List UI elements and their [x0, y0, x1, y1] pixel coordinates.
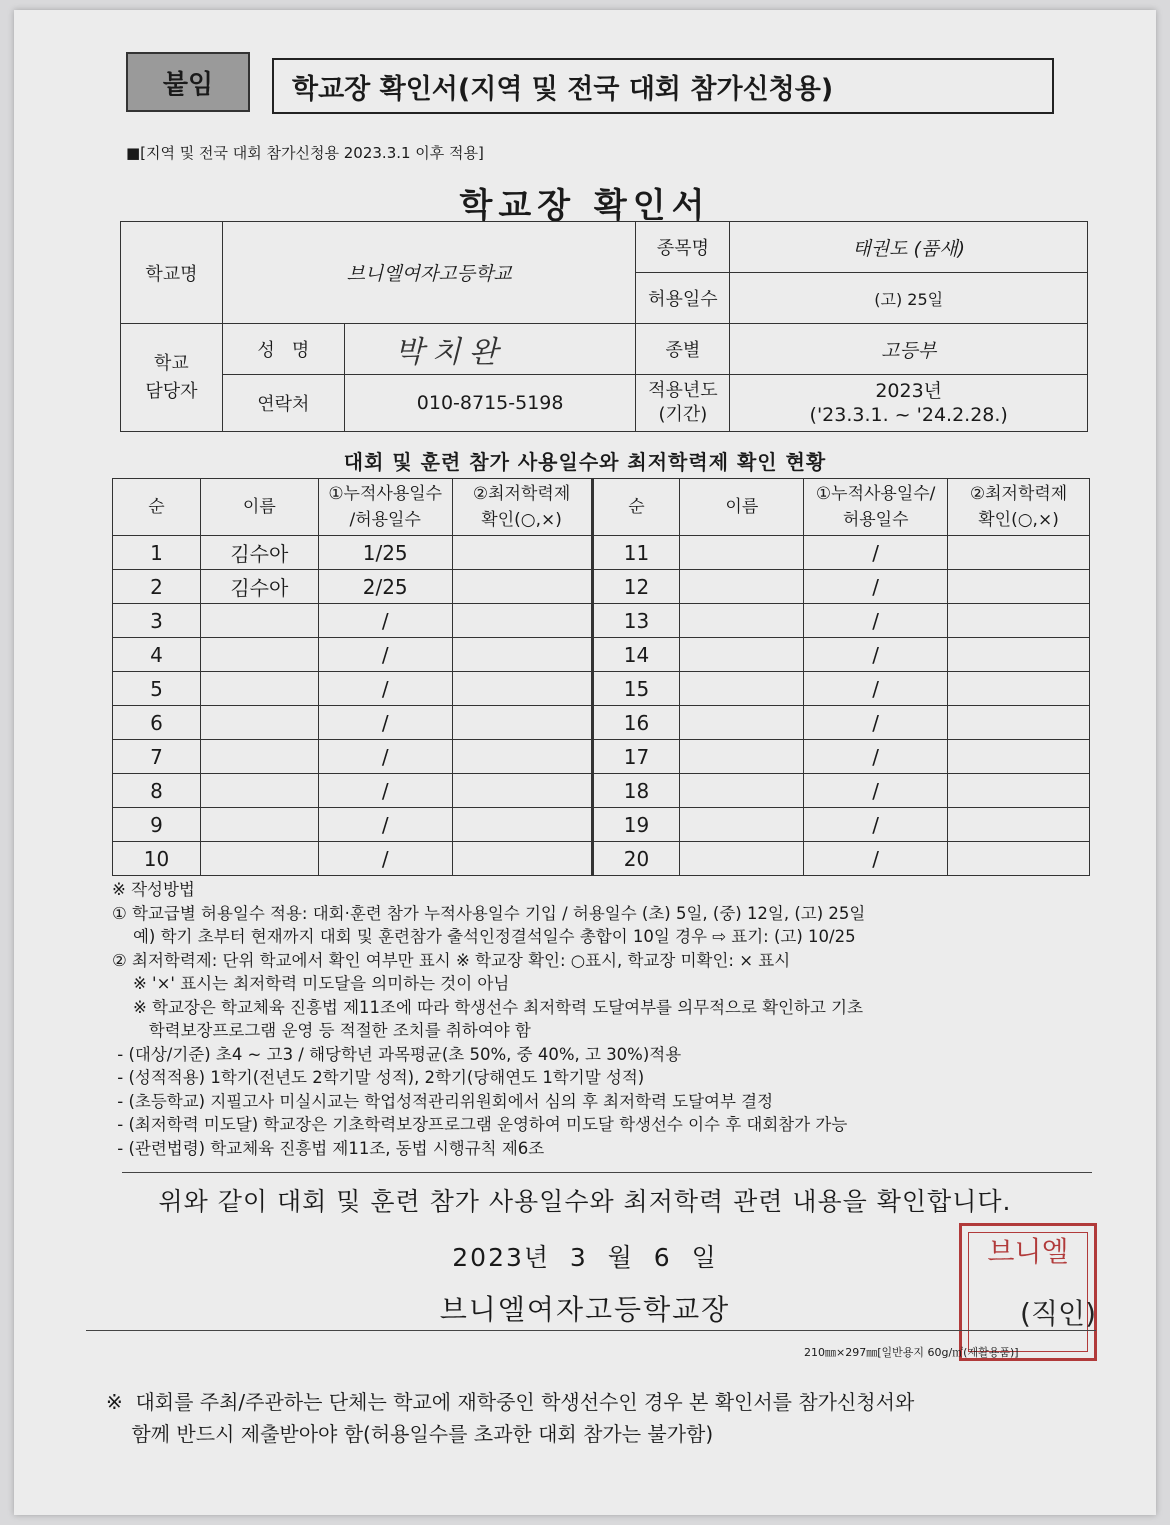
- header-name-right: 이름: [680, 479, 804, 536]
- method-line: - (성적적용) 1학기(전년도 2학기말 성적), 2학기(당해연도 1학기말 성적): [112, 1068, 645, 1087]
- cell-days: 2/25: [318, 570, 452, 604]
- table-row: [113, 808, 1090, 842]
- cell-check: [948, 672, 1090, 706]
- cell-no: 1: [113, 536, 201, 570]
- table-row: [113, 570, 1090, 604]
- school-name-value: 브니엘여자고등학교: [222, 222, 636, 324]
- method-line: ① 학교급별 허용일수 적용: 대회·훈련 참가 누적사용일수 기입 / 허용일수 (초) 5일, (중) 12일, (고) 25일: [112, 903, 866, 923]
- footer-line-1: ※ 대회를 주최/주관하는 단체는 학교에 재학중인 학생선수인 경우 본 확인서를 참가신청서와: [106, 1390, 915, 1414]
- table-row: [113, 536, 1090, 570]
- cell-no: 12: [592, 570, 680, 604]
- table-row: [113, 706, 1090, 740]
- cell-days: /: [318, 672, 452, 706]
- cell-no: 11: [592, 536, 680, 570]
- cell-check: [948, 638, 1090, 672]
- cell-name: [680, 706, 804, 740]
- cell-name: [200, 740, 318, 774]
- cell-no: 19: [592, 808, 680, 842]
- cell-check: [452, 842, 592, 876]
- handwritten-signature: 박치완: [394, 335, 506, 370]
- cell-days: /: [804, 842, 948, 876]
- year-value: 2023년: [875, 380, 943, 402]
- cell-check: [452, 604, 592, 638]
- cell-check: [452, 638, 592, 672]
- cell-name: [680, 774, 804, 808]
- cell-no: 16: [592, 706, 680, 740]
- event-value: 태권도 (품새): [730, 222, 1088, 273]
- cell-check: [452, 774, 592, 808]
- footer-line-2: 함께 반드시 제출받아야 함(허용일수를 초과한 대회 참가는 불가함): [106, 1422, 714, 1446]
- cell-days: /: [318, 740, 452, 774]
- cell-name: [200, 808, 318, 842]
- document-page: [14, 10, 1156, 1515]
- header-title-box: 학교장 확인서(지역 및 전국 대회 참가신청용): [272, 58, 1054, 114]
- cell-check: [452, 706, 592, 740]
- method-line: ※ 학교장은 학교체육 진흥법 제11조에 따라 학생선수 최저학력 도달여부를 의무적으로 확인하고 기초: [112, 997, 864, 1017]
- method-line: - (관련법령) 학교체육 진흥법 제11조, 동법 시행규칙 제6조: [112, 1138, 545, 1158]
- cell-check: [948, 774, 1090, 808]
- school-name-label: 학교명: [121, 222, 223, 324]
- document-title: 학교장 확인서: [459, 186, 711, 226]
- cell-days: /: [804, 638, 948, 672]
- cell-no: 6: [113, 706, 201, 740]
- cell-check: [452, 740, 592, 774]
- cell-no: 14: [592, 638, 680, 672]
- cell-no: 7: [113, 740, 201, 774]
- method-heading: ※ 작성방법: [112, 880, 195, 899]
- cell-name: 김수아: [200, 536, 318, 570]
- cell-name: 김수아: [200, 570, 318, 604]
- cell-check: [948, 808, 1090, 842]
- cell-days: /: [804, 536, 948, 570]
- usage-table: [112, 478, 1090, 876]
- cell-no: 13: [592, 604, 680, 638]
- cell-no: 3: [113, 604, 201, 638]
- cell-no: 20: [592, 842, 680, 876]
- cell-days: 1/25: [318, 536, 452, 570]
- cell-no: 10: [113, 842, 201, 876]
- event-label: 종목명: [636, 222, 730, 273]
- table-row: [113, 842, 1090, 876]
- cell-check: [452, 570, 592, 604]
- method-line: ② 최저학력제: 단위 학교에서 확인 여부만 표시 ※ 학교장 확인: ○표시, 학교장 미확인: × 표시: [112, 950, 791, 970]
- cell-name: [680, 740, 804, 774]
- period-value: ('23.3.1. ~ '24.2.28.): [809, 404, 1008, 426]
- writing-method: [112, 878, 1097, 1160]
- signature-cell: [344, 324, 636, 375]
- header-days-left: ①누적사용일수 /허용일수: [318, 479, 452, 536]
- header-no-left: 순: [113, 479, 201, 536]
- cell-name: [680, 570, 804, 604]
- cell-no: 8: [113, 774, 201, 808]
- cell-check: [452, 672, 592, 706]
- info-table: [120, 221, 1088, 432]
- usage-table-title: 대회 및 훈련 참가 사용일수와 최저학력제 확인 현황: [343, 450, 827, 474]
- usage-header-row: [113, 479, 1090, 536]
- cell-check: [948, 604, 1090, 638]
- divider-line: [86, 1330, 1096, 1331]
- contact-person-label: 학교 담당자: [121, 324, 223, 432]
- year-cell: [730, 375, 1088, 432]
- cell-name: [200, 706, 318, 740]
- cell-no: 2: [113, 570, 201, 604]
- seal-role-label: (직인): [1020, 1297, 1096, 1330]
- cell-days: /: [804, 570, 948, 604]
- header-name-left: 이름: [200, 479, 318, 536]
- cell-days: /: [804, 672, 948, 706]
- header-check-right: ②최저학력제 확인(○,×): [948, 479, 1090, 536]
- cell-check: [452, 808, 592, 842]
- cell-name: [200, 638, 318, 672]
- name-label: 성 명: [222, 324, 344, 375]
- method-line: 예) 학기 초부터 현재까지 대회 및 훈련참가 출석인정결석일수 총합이 10일 경우 ⇨ 표기: (고) 10/25: [112, 927, 856, 946]
- cell-days: /: [804, 706, 948, 740]
- cell-name: [200, 842, 318, 876]
- phone-label: 연락처: [222, 375, 344, 432]
- cell-days: /: [804, 774, 948, 808]
- confirmation-date: 2023년 3 월 6 일: [452, 1243, 718, 1272]
- cell-no: 9: [113, 808, 201, 842]
- cell-days: /: [318, 774, 452, 808]
- cell-no: 18: [592, 774, 680, 808]
- method-line: ※ '×' 표시는 최저학력 미도달을 의미하는 것이 아님: [112, 974, 510, 993]
- cell-days: /: [318, 706, 452, 740]
- cell-no: 4: [113, 638, 201, 672]
- table-row: [113, 638, 1090, 672]
- header-check-left: ②최저학력제 확인(○,×): [452, 479, 592, 536]
- cell-days: /: [318, 842, 452, 876]
- cell-no: 5: [113, 672, 201, 706]
- table-row: [113, 740, 1090, 774]
- allowed-days-label: 허용일수: [636, 273, 730, 324]
- cell-check: [948, 842, 1090, 876]
- cell-name: [200, 604, 318, 638]
- cell-no: 15: [592, 672, 680, 706]
- category-label: 종별: [636, 324, 730, 375]
- phone-value: 010-8715-5198: [344, 375, 636, 432]
- category-value: 고등부: [730, 324, 1088, 375]
- cell-name: [200, 774, 318, 808]
- cell-days: /: [318, 638, 452, 672]
- cell-check: [948, 740, 1090, 774]
- header-days-right: ①누적사용일수/ 허용일수: [804, 479, 948, 536]
- table-row: [113, 774, 1090, 808]
- footer-note: [106, 1386, 1106, 1450]
- cell-name: [680, 638, 804, 672]
- method-line: 학력보장프로그램 운영 등 적절한 조치를 취하여야 함: [112, 1021, 531, 1040]
- cell-days: /: [804, 604, 948, 638]
- header-no-right: 순: [592, 479, 680, 536]
- cell-name: [680, 604, 804, 638]
- cell-check: [948, 706, 1090, 740]
- cell-name: [680, 536, 804, 570]
- cell-check: [948, 570, 1090, 604]
- divider-line: [122, 1172, 1092, 1173]
- paper-spec: 210㎜×297㎜[일반용지 60g/㎡(재활용품)]: [804, 1346, 1019, 1359]
- cell-days: /: [804, 808, 948, 842]
- year-label: 적용년도 (기간): [636, 375, 730, 432]
- method-line: - (최저학력 미도달) 학교장은 기초학력보장프로그램 운영하여 미도달 학생선수 이수 후 대회참가 가능: [112, 1115, 848, 1134]
- principal-name: 브니엘여자고등학교장: [439, 1293, 731, 1326]
- official-seal: [959, 1223, 1097, 1361]
- seal-text: 브니엘: [968, 1232, 1088, 1352]
- cell-days: /: [318, 604, 452, 638]
- method-line: - (초등학교) 지필고사 미실시교는 학업성적관리위원회에서 심의 후 최저학력 도달여부 결정: [112, 1091, 774, 1111]
- confirmation-statement: 위와 같이 대회 및 훈련 참가 사용일수와 최저학력 관련 내용을 확인합니다.: [158, 1187, 1012, 1216]
- cell-name: [680, 808, 804, 842]
- table-row: [113, 604, 1090, 638]
- cell-days: /: [318, 808, 452, 842]
- table-row: [113, 672, 1090, 706]
- allowed-days-value: (고) 25일: [730, 273, 1088, 324]
- cell-no: 17: [592, 740, 680, 774]
- cell-name: [680, 842, 804, 876]
- cell-name: [680, 672, 804, 706]
- attachment-badge: 붙임: [126, 52, 250, 112]
- cell-days: /: [804, 740, 948, 774]
- cell-check: [948, 536, 1090, 570]
- applicability-note: ■[지역 및 전국 대회 참가신청용 2023.3.1 이후 적용]: [126, 144, 484, 162]
- cell-name: [200, 672, 318, 706]
- cell-check: [452, 536, 592, 570]
- method-line: - (대상/기준) 초4 ~ 고3 / 해당학년 과목평균(초 50%, 중 40%, 고 30%)적용: [112, 1044, 682, 1064]
